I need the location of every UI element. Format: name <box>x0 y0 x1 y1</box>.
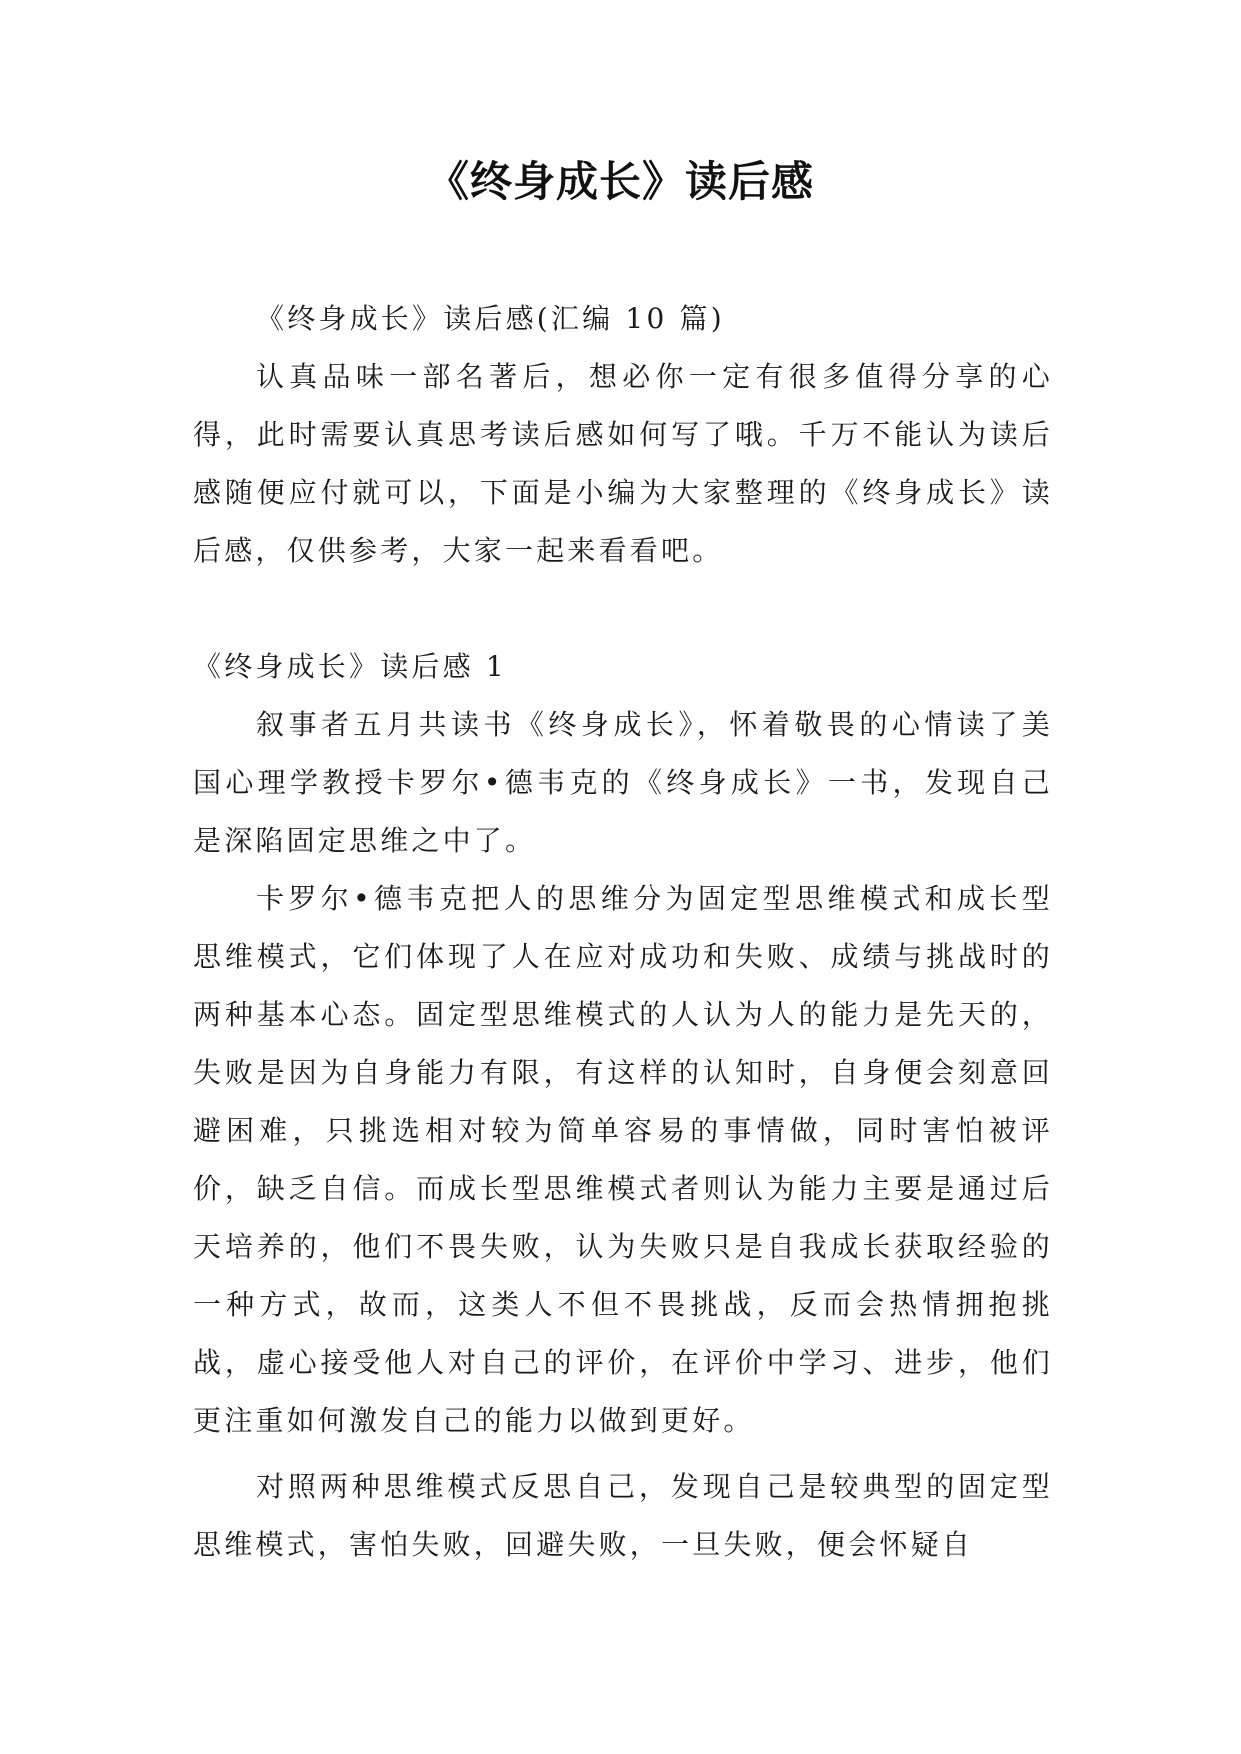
subtitle: 《终身成长》读后感(汇编 10 篇) <box>256 302 725 335</box>
paragraph-spacer <box>193 1450 1053 1458</box>
section-paragraph: 叙事者五月共读书《终身成长》，怀着敬畏的心情读了美国心理学教授卡罗尔•德韦克的《终身成长》一书，发现自己是深陷固定思维之中了。 <box>193 708 1053 857</box>
section-heading: 《终身成长》读后感 1 <box>193 650 507 683</box>
section <box>193 638 1053 1574</box>
section-paragraph: 卡罗尔•德韦克把人的思维分为固定型思维模式和成长型思维模式，它们体现了人在应对成功和失败、成绩与挑战时的两种基本心态。固定型思维模式的人认为人的能力是先天的，失败是因为自身能力有限，有这样的认知时，自身便会刻意回避困难，只挑选相对较为简单容易的事情做，同时害怕被评价，缺乏自信。而成长型思维模式者则认为能力主要是通过后天培养的，他们不畏失败，认为失败只是自我成长获取经验的一种方式，故而，这类人不但不畏挑战，反而会热情拥抱挑战，虚心接受他人对自己的评价，在评价中学习、进步，他们更注重如何激发自己的能力以做到更好。 <box>193 882 1053 1437</box>
document-body <box>193 290 1053 1574</box>
intro-paragraph: 认真品味一部名著后，想必你一定有很多值得分享的心得，此时需要认真思考读后感如何写了哦。千万不能认为读后感随便应付就可以，下面是小编为大家整理的《终身成长》读后感，仅供参考，大家一起来看看吧。 <box>193 360 1053 567</box>
section-spacer <box>193 580 1053 638</box>
page-title: 《终身成长》读后感 <box>426 157 814 206</box>
section-paragraph: 对照两种思维模式反思自己，发现自己是较典型的固定型思维模式，害怕失败，回避失败，一旦失败，便会怀疑自 <box>193 1470 1053 1561</box>
